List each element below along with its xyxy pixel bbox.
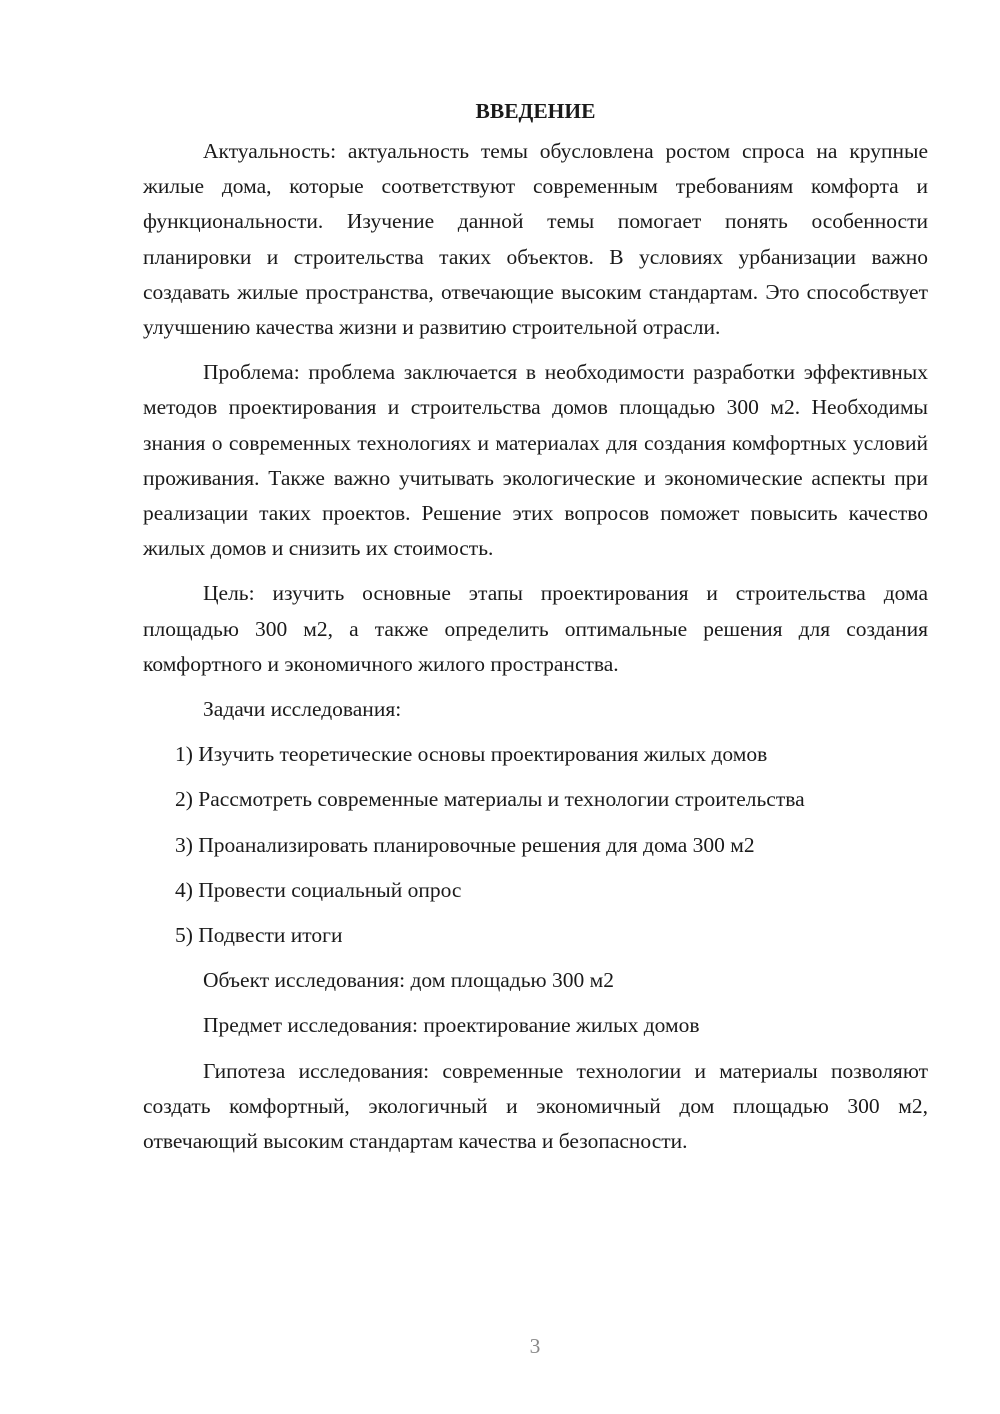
tasks-list <box>143 737 928 953</box>
research-subject: Предмет исследования: проектирование жилых домов <box>203 1013 700 1038</box>
research-object: Объект исследования: дом площадью 300 м2 <box>203 968 614 993</box>
task-item-3: 3) Проанализировать планировочные решения для дома 300 м2 <box>175 832 755 857</box>
task-item-2: 2) Рассмотреть современные материалы и технологии строительства <box>175 787 805 812</box>
hypothesis-paragraph: Гипотеза исследования: современные технологии и материалы позволяют создать комфортный, экологичный и экономичный дом площадью 300 м2, отвечающий высоким стандартам качества и безопасности. <box>143 1058 928 1154</box>
page-number: 3 <box>529 1334 541 1358</box>
task-item-4: 4) Провести социальный опрос <box>175 877 462 902</box>
task-item-5: 5) Подвести итоги <box>175 923 343 948</box>
page-title: ВВЕДЕНИЕ <box>475 99 596 123</box>
task-item-1: 1) Изучить теоретические основы проектирования жилых домов <box>175 742 768 767</box>
goal-paragraph: Цель: изучить основные этапы проектирования и строительства дома площадью 300 м2, а также определить оптимальные решения для создания комфортного и экономичного жилого пространства. <box>143 581 928 676</box>
relevance-paragraph: Актуальность: актуальность темы обусловлена ростом спроса на крупные жилые дома, которые соответствуют современным требованиям комфорта и функциональности. Изучение данной темы помогает понять особенности планировки и строительства таких объектов. В условиях урбанизации важно создавать жилые пространства, отвечающие высоким стандартам. Это способствует улучшению качества жизни и развитию строительной отрасли. <box>143 139 928 340</box>
tasks-heading: Задачи исследования: <box>203 697 402 722</box>
problem-paragraph: Проблема: проблема заключается в необходимости разработки эффективных методов проектирования и строительства домов площадью 300 м2. Необходимы знания о современных технологиях и материалах для создания комфортных условий проживания. Также важно учитывать экологические и экономические аспекты при реализации таких проектов. Решение этих вопросов поможет повысить качество жилых домов и снизить их стоимость. <box>143 360 928 561</box>
document-body <box>143 96 928 1169</box>
